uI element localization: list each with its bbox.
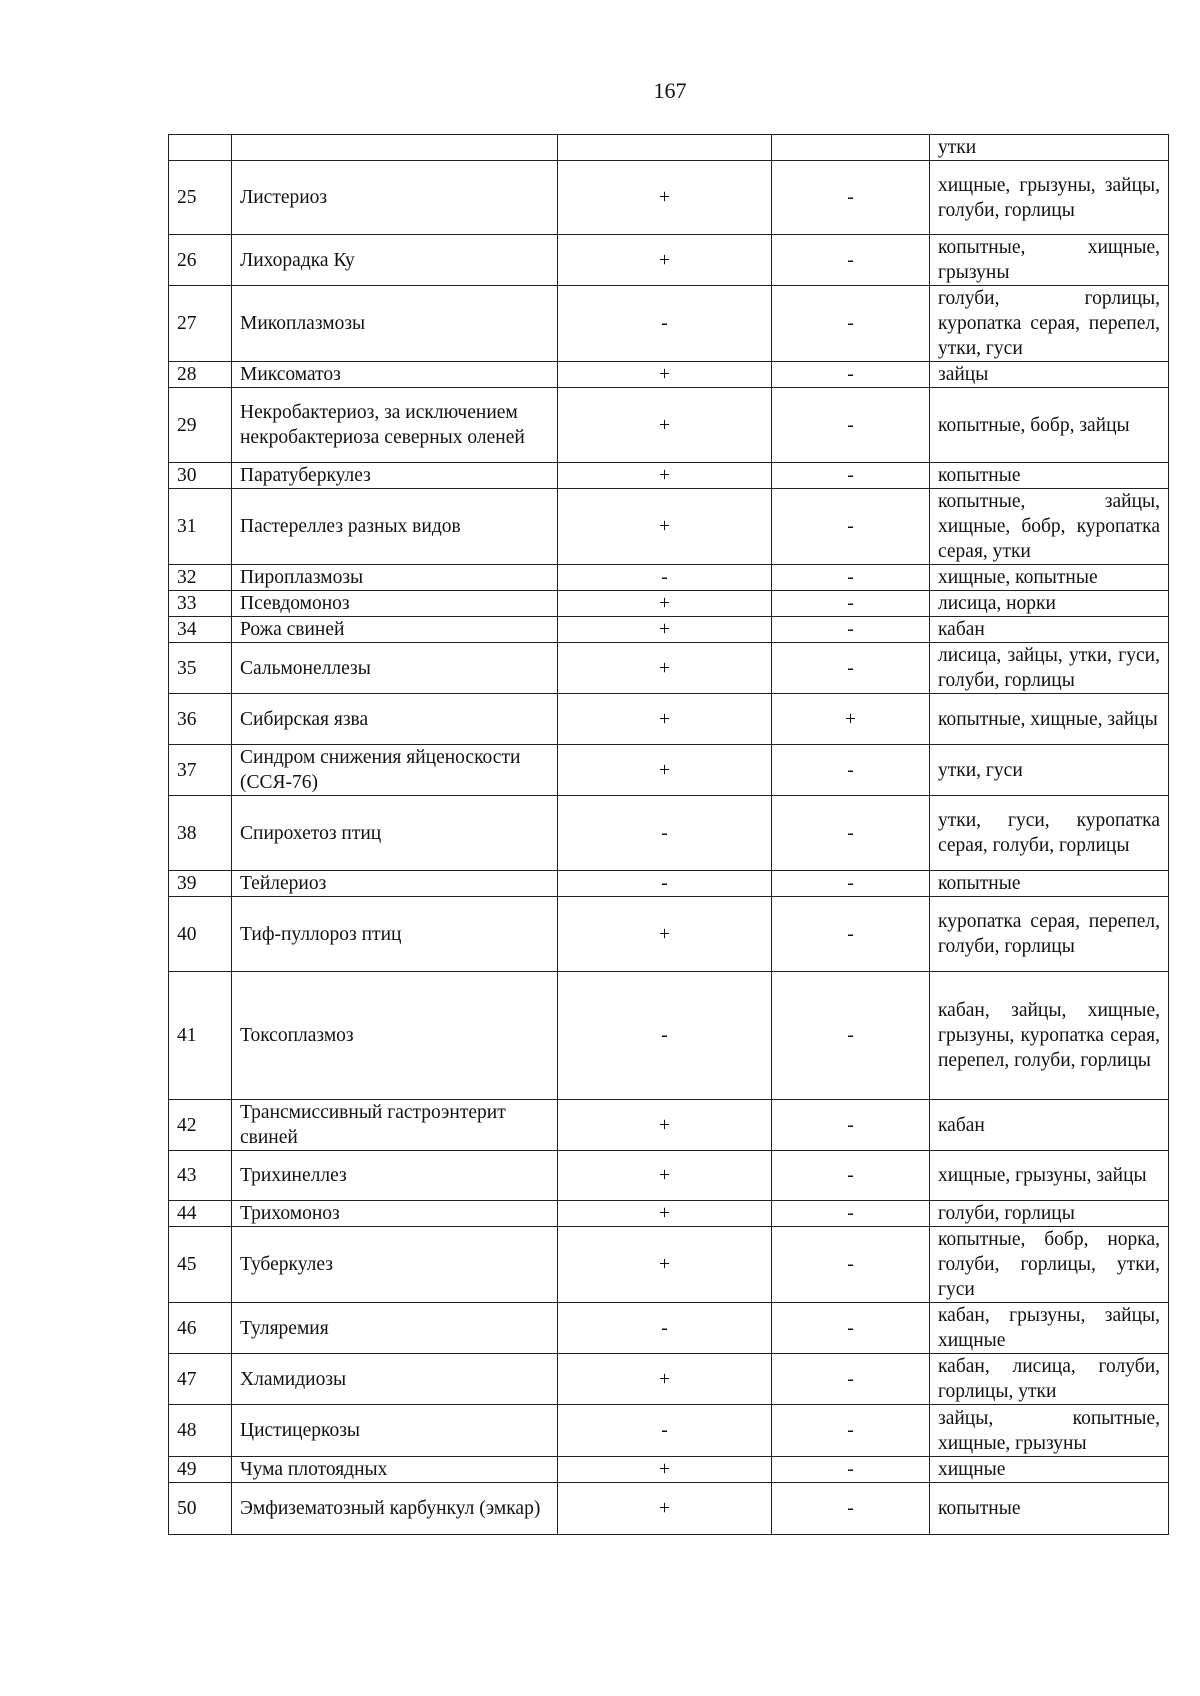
table-row: [169, 1354, 1169, 1405]
table-row: [169, 1100, 1169, 1151]
col4-mark-cell: -: [772, 972, 930, 1100]
hosts-cell: утки, гуси: [930, 745, 1169, 796]
col4-mark-cell: +: [772, 694, 930, 745]
hosts-cell: куропатка серая, перепел, голуби, горлицы: [930, 897, 1169, 972]
disease-name-cell: Миксоматоз: [232, 362, 558, 388]
col4-mark-cell: -: [772, 1100, 930, 1151]
disease-name-cell: Трихомоноз: [232, 1201, 558, 1227]
row-number-cell: 43: [169, 1151, 232, 1201]
col3-mark-cell: +: [558, 235, 772, 286]
disease-name-cell: Листериоз: [232, 161, 558, 235]
col4-mark-cell: -: [772, 489, 930, 565]
col3-mark-cell: +: [558, 1457, 772, 1483]
col3-mark-cell: +: [558, 1354, 772, 1405]
col3-mark-cell: +: [558, 388, 772, 463]
table-row: [169, 1201, 1169, 1227]
table-row: [169, 362, 1169, 388]
row-number-cell: 30: [169, 463, 232, 489]
hosts-cell: копытные, хищные, грызуны: [930, 235, 1169, 286]
hosts-cell: копытные, хищные, зайцы: [930, 694, 1169, 745]
row-number-cell: 46: [169, 1303, 232, 1354]
row-number-cell: 26: [169, 235, 232, 286]
col4-mark-cell: -: [772, 796, 930, 871]
hosts-cell: лисица, норки: [930, 591, 1169, 617]
col4-mark-cell: [772, 135, 930, 161]
row-number-cell: 35: [169, 643, 232, 694]
disease-name-cell: Сибирская язва: [232, 694, 558, 745]
col4-mark-cell: -: [772, 463, 930, 489]
table-row: [169, 235, 1169, 286]
table-row: [169, 286, 1169, 362]
col3-mark-cell: +: [558, 897, 772, 972]
table-row: [169, 463, 1169, 489]
disease-name-cell: Синдром снижения яйценоскости (ССЯ-76): [232, 745, 558, 796]
disease-name-cell: Рожа свиней: [232, 617, 558, 643]
row-number-cell: [169, 135, 232, 161]
row-number-cell: 37: [169, 745, 232, 796]
hosts-cell: копытные, бобр, зайцы: [930, 388, 1169, 463]
col3-mark-cell: +: [558, 1201, 772, 1227]
row-number-cell: 29: [169, 388, 232, 463]
disease-name-cell: Трансмиссивный гастроэнтерит свиней: [232, 1100, 558, 1151]
col4-mark-cell: -: [772, 362, 930, 388]
col4-mark-cell: -: [772, 591, 930, 617]
row-number-cell: 25: [169, 161, 232, 235]
row-number-cell: 47: [169, 1354, 232, 1405]
table-row: [169, 643, 1169, 694]
table-row: [169, 694, 1169, 745]
hosts-cell: копытные: [930, 463, 1169, 489]
table-row: [169, 1303, 1169, 1354]
table-body: [169, 135, 1169, 1535]
table-row: [169, 1483, 1169, 1535]
col3-mark-cell: +: [558, 1151, 772, 1201]
col4-mark-cell: -: [772, 1457, 930, 1483]
disease-name-cell: Пастереллез разных видов: [232, 489, 558, 565]
table-row: [169, 745, 1169, 796]
table-row: [169, 565, 1169, 591]
disease-name-cell: Пироплазмозы: [232, 565, 558, 591]
hosts-cell: кабан, зайцы, хищные, грызуны, куропатка серая, перепел, голуби, горлицы: [930, 972, 1169, 1100]
disease-name-cell: Туляремия: [232, 1303, 558, 1354]
row-number-cell: 41: [169, 972, 232, 1100]
hosts-cell: хищные, грызуны, зайцы, голуби, горлицы: [930, 161, 1169, 235]
hosts-cell: кабан: [930, 1100, 1169, 1151]
row-number-cell: 33: [169, 591, 232, 617]
hosts-cell: кабан, грызуны, зайцы, хищные: [930, 1303, 1169, 1354]
disease-name-cell: Тиф-пуллороз птиц: [232, 897, 558, 972]
table-row: [169, 591, 1169, 617]
table-row: [169, 972, 1169, 1100]
table-row: [169, 897, 1169, 972]
row-number-cell: 34: [169, 617, 232, 643]
row-number-cell: 42: [169, 1100, 232, 1151]
col3-mark-cell: +: [558, 161, 772, 235]
hosts-cell: копытные, зайцы, хищные, бобр, куропатка серая, утки: [930, 489, 1169, 565]
hosts-cell: зайцы, копытные, хищные, грызуны: [930, 1405, 1169, 1457]
hosts-cell: зайцы: [930, 362, 1169, 388]
col3-mark-cell: +: [558, 745, 772, 796]
table-row: [169, 1227, 1169, 1303]
col4-mark-cell: -: [772, 235, 930, 286]
disease-name-cell: Тейлериоз: [232, 871, 558, 897]
col4-mark-cell: -: [772, 745, 930, 796]
col3-mark-cell: -: [558, 1303, 772, 1354]
col4-mark-cell: -: [772, 388, 930, 463]
col3-mark-cell: +: [558, 1483, 772, 1535]
col4-mark-cell: -: [772, 871, 930, 897]
col3-mark-cell: +: [558, 591, 772, 617]
disease-name-cell: Паратуберкулез: [232, 463, 558, 489]
col3-mark-cell: -: [558, 1405, 772, 1457]
row-number-cell: 39: [169, 871, 232, 897]
hosts-cell: хищные, копытные: [930, 565, 1169, 591]
table-row: [169, 1405, 1169, 1457]
hosts-cell: лисица, зайцы, утки, гуси, голуби, горлицы: [930, 643, 1169, 694]
col4-mark-cell: -: [772, 1405, 930, 1457]
col4-mark-cell: -: [772, 617, 930, 643]
disease-table: [168, 134, 1169, 1535]
disease-name-cell: Сальмонеллезы: [232, 643, 558, 694]
row-number-cell: 28: [169, 362, 232, 388]
hosts-cell: голуби, горлицы, куропатка серая, перепел, утки, гуси: [930, 286, 1169, 362]
row-number-cell: 31: [169, 489, 232, 565]
col4-mark-cell: -: [772, 161, 930, 235]
hosts-cell: копытные: [930, 1483, 1169, 1535]
row-number-cell: 44: [169, 1201, 232, 1227]
table-row: [169, 161, 1169, 235]
disease-name-cell: Эмфизематозный карбункул (эмкар): [232, 1483, 558, 1535]
hosts-cell: копытные: [930, 871, 1169, 897]
col3-mark-cell: +: [558, 463, 772, 489]
row-number-cell: 48: [169, 1405, 232, 1457]
hosts-cell: голуби, горлицы: [930, 1201, 1169, 1227]
row-number-cell: 27: [169, 286, 232, 362]
col3-mark-cell: +: [558, 694, 772, 745]
col3-mark-cell: +: [558, 643, 772, 694]
disease-name-cell: Спирохетоз птиц: [232, 796, 558, 871]
disease-name-cell: Чума плотоядных: [232, 1457, 558, 1483]
row-number-cell: 40: [169, 897, 232, 972]
table-row: [169, 1457, 1169, 1483]
col3-mark-cell: +: [558, 362, 772, 388]
disease-name-cell: Туберкулез: [232, 1227, 558, 1303]
col3-mark-cell: -: [558, 565, 772, 591]
col3-mark-cell: -: [558, 972, 772, 1100]
table-row: [169, 489, 1169, 565]
hosts-cell: копытные, бобр, норка, голуби, горлицы, утки, гуси: [930, 1227, 1169, 1303]
table-row: [169, 871, 1169, 897]
hosts-cell: утки, гуси, куропатка серая, голуби, горлицы: [930, 796, 1169, 871]
table-row: [169, 796, 1169, 871]
hosts-cell: кабан, лисица, голуби, горлицы, утки: [930, 1354, 1169, 1405]
disease-name-cell: Микоплазмозы: [232, 286, 558, 362]
row-number-cell: 50: [169, 1483, 232, 1535]
table-row: [169, 617, 1169, 643]
col3-mark-cell: +: [558, 489, 772, 565]
row-number-cell: 32: [169, 565, 232, 591]
col4-mark-cell: -: [772, 1483, 930, 1535]
row-number-cell: 38: [169, 796, 232, 871]
disease-name-cell: Некробактериоз, за исключением некробактериоза северных оленей: [232, 388, 558, 463]
col3-mark-cell: [558, 135, 772, 161]
row-number-cell: 36: [169, 694, 232, 745]
table-row: [169, 135, 1169, 161]
col4-mark-cell: -: [772, 1227, 930, 1303]
disease-name-cell: Токсоплазмоз: [232, 972, 558, 1100]
row-number-cell: 49: [169, 1457, 232, 1483]
disease-name-cell: [232, 135, 558, 161]
col4-mark-cell: -: [772, 1151, 930, 1201]
disease-name-cell: Хламидиозы: [232, 1354, 558, 1405]
row-number-cell: 45: [169, 1227, 232, 1303]
hosts-cell: хищные: [930, 1457, 1169, 1483]
hosts-cell: хищные, грызуны, зайцы: [930, 1151, 1169, 1201]
col3-mark-cell: +: [558, 1100, 772, 1151]
col3-mark-cell: -: [558, 796, 772, 871]
table-row: [169, 1151, 1169, 1201]
col4-mark-cell: -: [772, 1354, 930, 1405]
page-number: 167: [653, 78, 687, 103]
col3-mark-cell: +: [558, 617, 772, 643]
hosts-cell: утки: [930, 135, 1169, 161]
table-row: [169, 388, 1169, 463]
col3-mark-cell: +: [558, 1227, 772, 1303]
col4-mark-cell: -: [772, 897, 930, 972]
disease-name-cell: Трихинеллез: [232, 1151, 558, 1201]
disease-name-cell: Псевдомоноз: [232, 591, 558, 617]
disease-name-cell: Цистицеркозы: [232, 1405, 558, 1457]
col4-mark-cell: -: [772, 286, 930, 362]
disease-name-cell: Лихорадка Ку: [232, 235, 558, 286]
col4-mark-cell: -: [772, 565, 930, 591]
col3-mark-cell: -: [558, 286, 772, 362]
col4-mark-cell: -: [772, 1303, 930, 1354]
hosts-cell: кабан: [930, 617, 1169, 643]
col4-mark-cell: -: [772, 1201, 930, 1227]
col3-mark-cell: -: [558, 871, 772, 897]
col4-mark-cell: -: [772, 643, 930, 694]
